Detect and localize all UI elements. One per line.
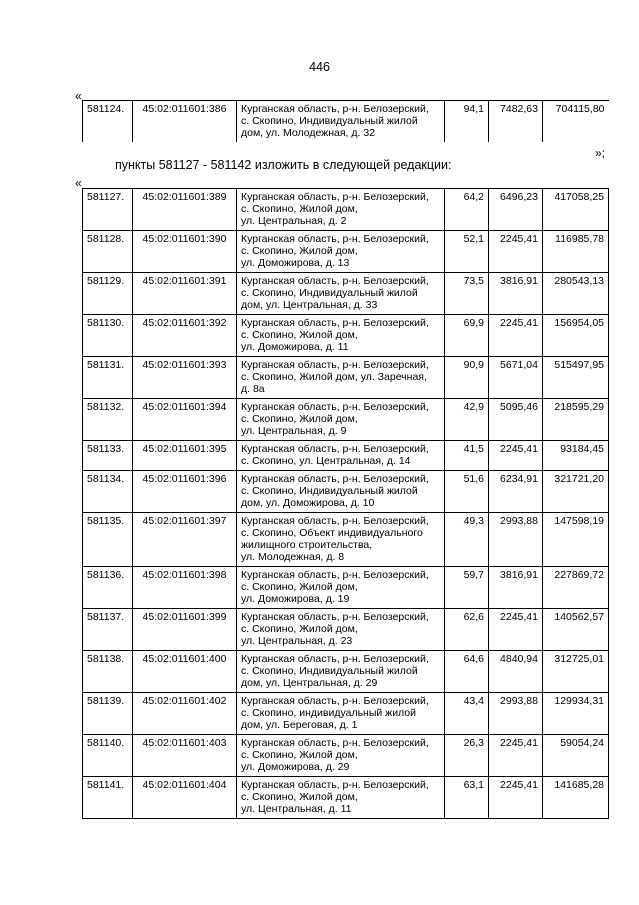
address-line: ул. Центральная, д. 9: [241, 425, 347, 437]
page-number: 446: [309, 60, 330, 74]
area-cell: 94,1: [445, 101, 489, 143]
cadastral-value-cell: 59054,24: [543, 735, 609, 777]
address-cell: [237, 273, 445, 315]
address-line: Курганская область, р-н. Белозерский,: [241, 695, 429, 707]
address-line: Курганская область, р-н. Белозерский,: [241, 359, 429, 371]
cadastral-value-cell: 218595,29: [543, 399, 609, 441]
row-number-cell: 581129.: [83, 273, 133, 315]
address-line: ул. Доможирова, д. 29: [241, 761, 350, 773]
opening-quote-mark: «: [75, 89, 82, 103]
address-line: с. Скопино, Жилой дом,: [241, 791, 358, 803]
address-line: жилищного строительства,: [241, 539, 373, 551]
table-row: [83, 693, 609, 735]
address-line: с. Скопино, Жилой дом,: [241, 329, 358, 341]
cadastral-number-cell: 45:02:011601:397: [133, 513, 237, 567]
table-row: [83, 231, 609, 273]
cadastral-number-cell: 45:02:011601:392: [133, 315, 237, 357]
cadastral-value-cell: 704115,80: [543, 101, 609, 143]
address-line: Курганская область, р-н. Белозерский,: [241, 515, 429, 527]
cadastral-number-cell: 45:02:011601:393: [133, 357, 237, 399]
address-cell: [237, 357, 445, 399]
area-cell: 42,9: [445, 399, 489, 441]
cadastral-number-cell: 45:02:011601:394: [133, 399, 237, 441]
address-line: с. Скопино, Индивидуальный жилой: [241, 485, 418, 497]
row-number-cell: 581133.: [83, 441, 133, 471]
cadastral-value-cell: 93184,45: [543, 441, 609, 471]
cadastral-number-cell: 45:02:011601:400: [133, 651, 237, 693]
area-cell: 41,5: [445, 441, 489, 471]
rate-cell: 3816,91: [489, 273, 543, 315]
cadastral-number-cell: 45:02:011601:403: [133, 735, 237, 777]
table-row: [83, 567, 609, 609]
table-row: [83, 273, 609, 315]
rate-cell: 2245,41: [489, 441, 543, 471]
address-cell: [237, 651, 445, 693]
address-line: Курганская область, р-н. Белозерский,: [241, 473, 429, 485]
address-line: ул. Доможирова, д. 13: [241, 257, 350, 269]
amendment-instruction: пункты 581127 - 581142 изложить в следующей редакции:: [115, 158, 452, 172]
address-line: ул. Молодежная, д. 8: [241, 551, 345, 563]
rate-cell: 3816,91: [489, 567, 543, 609]
address-cell: [237, 609, 445, 651]
table-row: [83, 471, 609, 513]
address-cell: [237, 101, 445, 143]
address-line: с. Скопино, Индивидуальный жилой: [241, 287, 418, 299]
address-line: ул. Центральная, д. 23: [241, 635, 353, 647]
cadastral-value-cell: 227869,72: [543, 567, 609, 609]
address-line: с. Скопино, Жилой дом,: [241, 581, 358, 593]
second-property-table: [82, 188, 609, 819]
cadastral-value-cell: 147598,19: [543, 513, 609, 567]
table-row: [83, 777, 609, 819]
table-row: [83, 651, 609, 693]
row-number-cell: 581141.: [83, 777, 133, 819]
address-line: с. Скопино, Объект индивидуального: [241, 527, 423, 539]
row-number-cell: 581130.: [83, 315, 133, 357]
cadastral-value-cell: 321721,20: [543, 471, 609, 513]
cadastral-number-cell: 45:02:011601:398: [133, 567, 237, 609]
address-cell: [237, 777, 445, 819]
area-cell: 49,3: [445, 513, 489, 567]
address-line: ул. Центральная, д. 11: [241, 803, 352, 815]
address-line: Курганская область, р-н. Белозерский,: [241, 653, 429, 665]
address-cell: [237, 735, 445, 777]
address-line: с. Скопино, индивидуальный жилой: [241, 707, 417, 719]
cadastral-value-cell: 140562,57: [543, 609, 609, 651]
address-cell: [237, 513, 445, 567]
table-row: [83, 441, 609, 471]
address-line: дом, ул. Центральная, д. 33: [241, 299, 378, 311]
address-line: с. Скопино, Индивидуальный жилой: [241, 665, 418, 677]
address-cell: [237, 189, 445, 231]
cadastral-value-cell: 280543,13: [543, 273, 609, 315]
table-row: [83, 735, 609, 777]
address-line: Курганская область, р-н. Белозерский,: [241, 401, 429, 413]
row-number-cell: 581131.: [83, 357, 133, 399]
cadastral-value-cell: 515497,95: [543, 357, 609, 399]
address-cell: [237, 231, 445, 273]
address-cell: [237, 693, 445, 735]
table-row: [83, 189, 609, 231]
address-line: с. Скопино, ул. Центральная, д. 14: [241, 455, 411, 467]
address-line: с. Скопино, Индивидуальный жилой: [241, 115, 418, 127]
area-cell: 64,6: [445, 651, 489, 693]
area-cell: 63,1: [445, 777, 489, 819]
first-property-table: [82, 100, 609, 142]
cadastral-number-cell: 45:02:011601:396: [133, 471, 237, 513]
cadastral-value-cell: 417058,25: [543, 189, 609, 231]
area-cell: 51,6: [445, 471, 489, 513]
address-line: ул. Доможирова, д. 11: [241, 341, 349, 353]
address-line: Курганская область, р-н. Белозерский,: [241, 233, 429, 245]
row-number-cell: 581135.: [83, 513, 133, 567]
area-cell: 90,9: [445, 357, 489, 399]
area-cell: 64,2: [445, 189, 489, 231]
table-row: [83, 609, 609, 651]
rate-cell: 2245,41: [489, 777, 543, 819]
cadastral-number-cell: 45:02:011601:404: [133, 777, 237, 819]
address-line: с. Скопино, Жилой дом, ул. Заречная,: [241, 371, 427, 383]
address-line: Курганская область, р-н. Белозерский,: [241, 443, 429, 455]
cadastral-number-cell: 45:02:011601:395: [133, 441, 237, 471]
address-cell: [237, 441, 445, 471]
address-line: Курганская область, р-н. Белозерский,: [241, 103, 429, 115]
row-number-cell: 581137.: [83, 609, 133, 651]
cadastral-number-cell: 45:02:011601:386: [133, 101, 237, 143]
address-cell: [237, 471, 445, 513]
area-cell: 52,1: [445, 231, 489, 273]
row-number-cell: 581134.: [83, 471, 133, 513]
row-number-cell: 581136.: [83, 567, 133, 609]
cadastral-value-cell: 312725,01: [543, 651, 609, 693]
rate-cell: 2245,41: [489, 609, 543, 651]
area-cell: 43,4: [445, 693, 489, 735]
rate-cell: 2245,41: [489, 231, 543, 273]
area-cell: 69,9: [445, 315, 489, 357]
closing-quote-mark: »;: [595, 146, 606, 160]
address-line: дом, ул. Молодежная, д. 32: [241, 127, 375, 139]
area-cell: 62,6: [445, 609, 489, 651]
rate-cell: 2245,41: [489, 315, 543, 357]
address-cell: [237, 567, 445, 609]
table-row: [83, 513, 609, 567]
first-table-body: [83, 101, 609, 143]
area-cell: 59,7: [445, 567, 489, 609]
rate-cell: 6234,91: [489, 471, 543, 513]
rate-cell: 4840,94: [489, 651, 543, 693]
address-line: с. Скопино, Жилой дом,: [241, 749, 358, 761]
address-cell: [237, 315, 445, 357]
row-number-cell: 581139.: [83, 693, 133, 735]
area-cell: 26,3: [445, 735, 489, 777]
second-table-body: [83, 189, 609, 819]
address-line: Курганская область, р-н. Белозерский,: [241, 737, 429, 749]
address-line: Курганская область, р-н. Белозерский,: [241, 317, 429, 329]
rate-cell: 2245,41: [489, 735, 543, 777]
area-cell: 73,5: [445, 273, 489, 315]
rate-cell: 2993,88: [489, 693, 543, 735]
cadastral-value-cell: 116985,78: [543, 231, 609, 273]
address-line: с. Скопино, Жилой дом,: [241, 245, 358, 257]
address-line: ул. Центральная, д. 2: [241, 215, 347, 227]
cadastral-value-cell: 156954,05: [543, 315, 609, 357]
row-number-cell: 581128.: [83, 231, 133, 273]
address-line: дом, ул. Центральная, д. 29: [241, 677, 378, 689]
address-line: Курганская область, р-н. Белозерский,: [241, 569, 429, 581]
address-line: дом, ул. Береговая, д. 1: [241, 719, 358, 731]
rate-cell: 5671,04: [489, 357, 543, 399]
table-row: [83, 315, 609, 357]
cadastral-number-cell: 45:02:011601:402: [133, 693, 237, 735]
address-cell: [237, 399, 445, 441]
address-line: д. 8а: [241, 383, 265, 395]
row-number-cell: 581138.: [83, 651, 133, 693]
row-number-cell: 581124.: [83, 101, 133, 143]
cadastral-number-cell: 45:02:011601:399: [133, 609, 237, 651]
row-number-cell: 581132.: [83, 399, 133, 441]
address-line: Курганская область, р-н. Белозерский,: [241, 779, 429, 791]
cadastral-number-cell: 45:02:011601:389: [133, 189, 237, 231]
address-line: с. Скопино, Жилой дом,: [241, 413, 358, 425]
table-row: [83, 101, 609, 143]
rate-cell: 6496,23: [489, 189, 543, 231]
address-line: Курганская область, р-н. Белозерский,: [241, 191, 429, 203]
address-line: с. Скопино, Жилой дом,: [241, 203, 358, 215]
cadastral-number-cell: 45:02:011601:391: [133, 273, 237, 315]
address-line: Курганская область, р-н. Белозерский,: [241, 275, 429, 287]
table-row: [83, 399, 609, 441]
rate-cell: 5095,46: [489, 399, 543, 441]
table-row: [83, 357, 609, 399]
address-line: Курганская область, р-н. Белозерский,: [241, 611, 429, 623]
rate-cell: 2993,88: [489, 513, 543, 567]
address-line: с. Скопино, Жилой дом,: [241, 623, 358, 635]
address-line: дом, ул. Доможирова, д. 10: [241, 497, 375, 509]
cadastral-value-cell: 141685,28: [543, 777, 609, 819]
rate-cell: 7482,63: [489, 101, 543, 143]
opening-quote-mark: «: [75, 176, 82, 190]
address-line: ул. Доможирова, д. 19: [241, 593, 350, 605]
cadastral-number-cell: 45:02:011601:390: [133, 231, 237, 273]
cadastral-value-cell: 129934,31: [543, 693, 609, 735]
row-number-cell: 581127.: [83, 189, 133, 231]
row-number-cell: 581140.: [83, 735, 133, 777]
